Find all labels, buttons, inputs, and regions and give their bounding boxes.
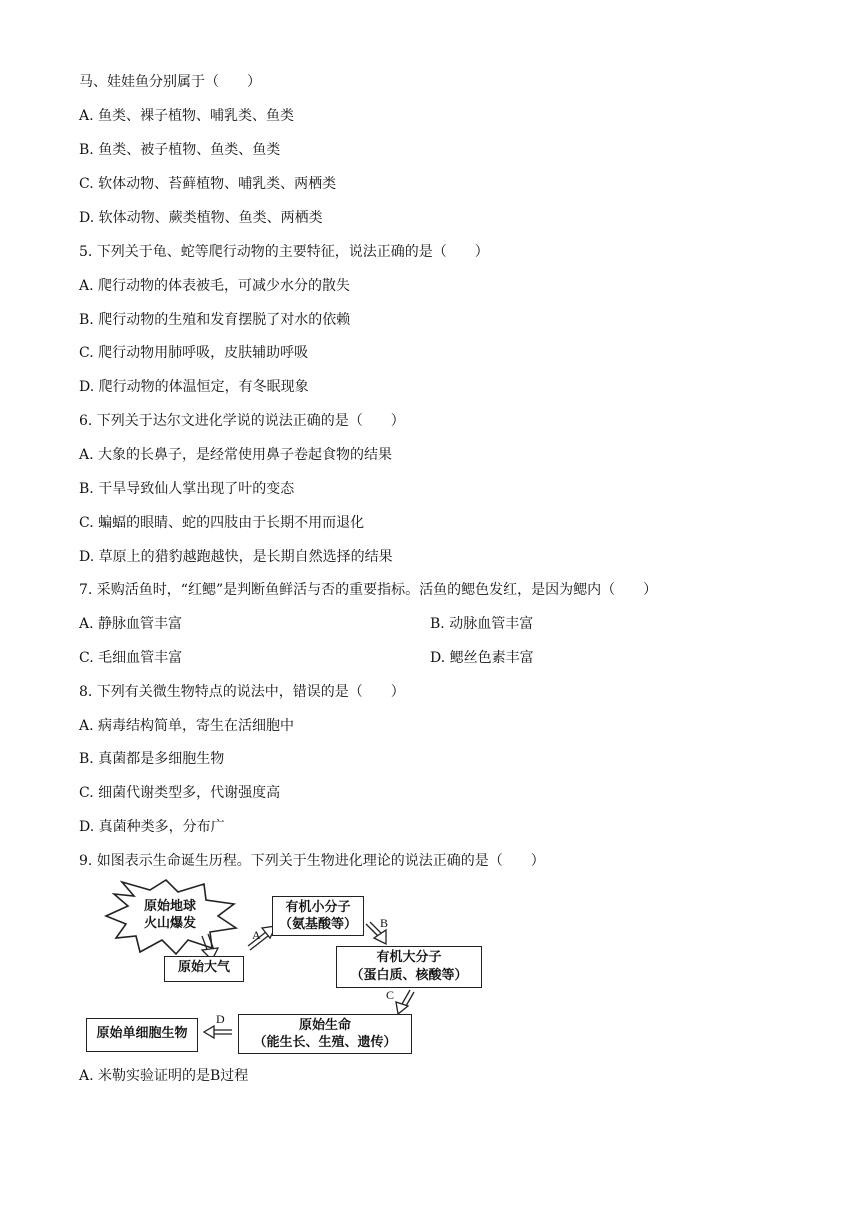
q7-option-a: A. 静脉血管丰富 bbox=[79, 616, 183, 632]
burst-line2: 火山爆发 bbox=[143, 916, 196, 931]
q6-option-c: C. 蝙蝠的眼睛、蛇的四肢由于长期不用而退化 bbox=[79, 515, 365, 531]
label-a: A bbox=[252, 928, 261, 942]
q5-option-b: B. 爬行动物的生殖和发育摆脱了对水的依赖 bbox=[79, 312, 351, 328]
unicell-label: 原始单细胞生物 bbox=[96, 1026, 188, 1041]
large-line1: 有机大分子 bbox=[376, 950, 442, 965]
q5-option-c: C. 爬行动物用肺呼吸，皮肤辅助呼吸 bbox=[79, 345, 309, 361]
atmosphere-label: 原始大气 bbox=[177, 960, 230, 975]
volcano-burst-label bbox=[130, 894, 210, 938]
q8-option-a: A. 病毒结构简单，寄生在活细胞中 bbox=[79, 718, 295, 734]
small-molecule-box bbox=[272, 896, 364, 936]
q4-option-d: D. 软体动物、蕨类植物、鱼类、两栖类 bbox=[79, 210, 323, 226]
q5-option-d: D. 爬行动物的体温恒定，有冬眠现象 bbox=[79, 379, 309, 395]
q4-stem-tail: 马、娃娃鱼分别属于（ ） bbox=[79, 74, 261, 90]
q4-option-b: B. 鱼类、被子植物、鱼类、鱼类 bbox=[79, 142, 281, 158]
label-d: D bbox=[216, 1012, 225, 1026]
q5-option-a: A. 爬行动物的体表被毛，可减少水分的散失 bbox=[79, 278, 351, 294]
q6-option-b: B. 干旱导致仙人掌出现了叶的变态 bbox=[79, 481, 295, 497]
q7-stem: 7. 采购活鱼时，“红鳃”是判断鱼鲜活与否的重要指标。活鱼的鳃色发红，是因为鳃内（ ） bbox=[79, 582, 658, 598]
q6-stem: 6. 下列关于达尔文进化学说的说法正确的是（ ） bbox=[79, 413, 405, 429]
life-line1: 原始生命 bbox=[298, 1018, 351, 1033]
q4-option-c: C. 软体动物、苔藓植物、哺乳类、两栖类 bbox=[79, 176, 337, 192]
q6-option-a: A. 大象的长鼻子，是经常使用鼻子卷起食物的结果 bbox=[79, 447, 393, 463]
small-line2: （氨基酸等） bbox=[278, 917, 357, 932]
large-line2: （蛋白质、核酸等） bbox=[350, 968, 468, 983]
q8-option-c: C. 细菌代谢类型多，代谢强度高 bbox=[79, 785, 281, 801]
arrow-d bbox=[204, 1026, 232, 1038]
label-c: C bbox=[386, 988, 395, 1002]
large-molecule-box bbox=[336, 946, 482, 988]
q7-option-d: D. 鳃丝色素丰富 bbox=[430, 650, 534, 666]
q7-option-c: C. 毛细血管丰富 bbox=[79, 650, 183, 666]
arrow-c bbox=[396, 990, 414, 1014]
atmosphere-box bbox=[164, 956, 244, 982]
q8-stem: 8. 下列有关微生物特点的说法中，错误的是（ ） bbox=[79, 684, 405, 700]
unicellular-box bbox=[86, 1018, 198, 1052]
q7-option-b: B. 动脉血管丰富 bbox=[430, 616, 534, 632]
q9-option-a: A. 米勒实验证明的是B过程 bbox=[79, 1068, 249, 1084]
q9-stem: 9. 如图表示生命诞生历程。下列关于生物进化理论的说法正确的是（ ） bbox=[79, 853, 545, 869]
q4-option-a: A. 鱼类、裸子植物、哺乳类、鱼类 bbox=[79, 108, 295, 124]
q8-option-d: D. 真菌种类多，分布广 bbox=[79, 819, 225, 835]
q6-option-d: D. 草原上的猎豹越跑越快，是长期自然选择的结果 bbox=[79, 549, 393, 565]
q8-option-b: B. 真菌都是多细胞生物 bbox=[79, 751, 225, 767]
small-line1: 有机小分子 bbox=[285, 900, 351, 915]
label-b: B bbox=[380, 916, 389, 930]
primitive-life-box bbox=[238, 1014, 412, 1054]
origin-of-life-diagram bbox=[84, 876, 504, 1061]
life-line2: （能生长、生殖、遗传） bbox=[253, 1035, 397, 1050]
q5-stem: 5. 下列关于龟、蛇等爬行动物的主要特征，说法正确的是（ ） bbox=[79, 244, 489, 260]
burst-line1: 原始地球 bbox=[143, 899, 196, 914]
